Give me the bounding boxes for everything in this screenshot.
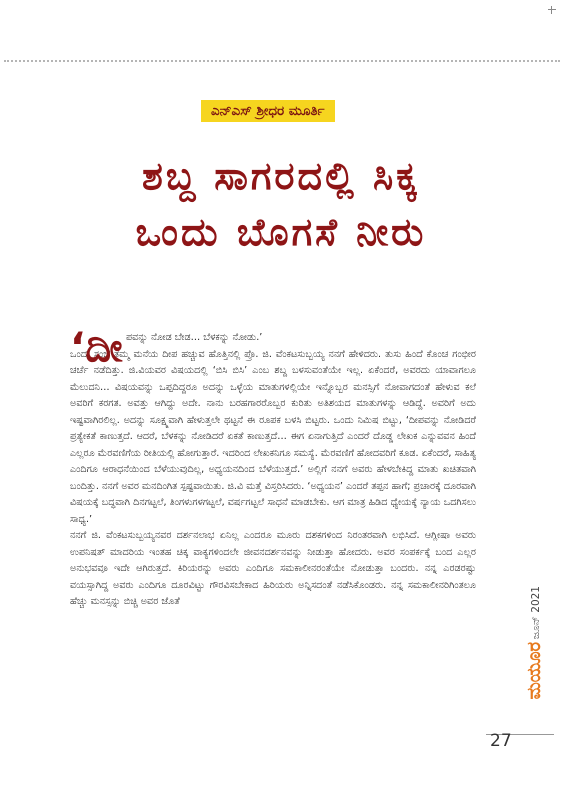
issue-date: ಜೂನ್ 2021 (530, 586, 542, 640)
author-name-tag: ಎನ್‌ಎಸ್‌ ಶ್ರೀಧರ ಮೂರ್ತಿ (201, 100, 335, 122)
article-body (70, 325, 477, 611)
page-number: 27 (490, 731, 512, 751)
top-dotted-rule (4, 60, 560, 62)
crop-mark-icon (548, 6, 556, 14)
drop-cap (70, 325, 123, 371)
opening-quote-block (70, 325, 476, 528)
magazine-name: ಮಯೂರ (524, 642, 545, 700)
drop-cap-letter: ದೀ (85, 325, 123, 371)
article-title-line-1: ಶಬ್ದ ಸಾಗರದಲ್ಲಿ ಸಿಕ್ಕ (142, 154, 420, 198)
paragraph-2: ನನಗೆ ಜಿ. ವೆಂಕಟಸುಬ್ಬಯ್ಯನವರ ದರ್ಶನಲಾಭ ಏನಿಲ್ಲ ಎಂದರೂ ಮೂರು ದಶಕಗಳಿಂದ ನಿರಂತರವಾಗಿ ಲಭಿಸಿದೆ. ಆಗ್ಲೀಷಾ ಅವರು ಉಪನಿಷತ್ ಮಾದರಿಯ ಇಂತಹ ಚಿಕ್ಕ ವಾಕ್ಯಗಳಿಂದಲೇ ಜೀವನದರ್ಶನವನ್ನು ನೀಡುತ್ತಾ ಹೋದರು. ಅವರ ಸಂಪರ್ಕಕ್ಕೆ ಬಂದ ಎಲ್ಲರ ಅನುಭವವೂ ಇದೇ ಆಗಿರುತ್ತದೆ. ಕಿರಿಯರನ್ನು ಅವರು ಎಂದಿಗೂ ಸಮಕಾಲೀನರಂತೆಯೇ ನೋಡುತ್ತಾ ಬಂದರು. ನನ್ನ ಎರಡರಷ್ಟು ವಯಸ್ಸಾಗಿದ್ದ ಅವರು ಎಂದಿಗೂ ದೂರವಿಟ್ಟು ಗೌರವಿಸಬೇಕಾದ ಹಿರಿಯರು ಅನ್ನಿಸದಂತೆ ನಡೆಸಿಕೊಂಡರು. ನನ್ನ ಸಮಕಾಲೀನರಿಗಿಂತಲೂ ಹೆಚ್ಚು ಮನಸ್ಸನ್ನು ಬಿಚ್ಚಿ ಅವರ ಜೊತೆ (70, 530, 477, 607)
opening-quote-text: ಪವನ್ನು ನೋಡ ಬೇಡ… ಬೆಳಕನ್ನು ನೋಡು.’ (126, 332, 263, 343)
article-title-line-2: ಒಂದು ಬೊಗಸೆ ನೀರು (135, 210, 427, 254)
paragraph-1 (70, 330, 476, 528)
drop-cap-quote-mark: ‘ (70, 325, 86, 371)
article-title (0, 148, 562, 260)
paragraph-1-text: ಒಂದು ಸಂಜೆ ತಮ್ಮ ಮನೆಯ ದೀಪ ಹಚ್ಚುವ ಹೊತ್ತಿನಲ್ಲಿ ಪ್ರೊ. ಜಿ. ವೆಂಕಟಸುಬ್ಬಯ್ಯ ನನಗೆ ಹೇಳಿದರು. ತುಸು ಹಿಂದೆ ಕೊಂಚ ಗಂಭೀರ ಚರ್ಚೆ ನಡೆದಿತ್ತು. ಜಿ.ವಿಯವರ ವಿಷಯದಲ್ಲಿ ‘ಬಿಸಿ ಬಿಸಿ’ ಎಂಬ ಶಬ್ದ ಬಳಸುವಂತೆಯೇ ಇಲ್ಲ. ಏಕೆಂದರೆ, ಅವರದು ಯಾವಾಗಲೂ ಮೆಲುದನಿ… ವಿಷಯವನ್ನು ಒಪ್ಪದಿದ್ದರೂ ಅದನ್ನು ಒಳ್ಳೆಯ ಮಾತುಗಳಲ್ಲಿಯೇ ಇನ್ನೊಬ್ಬರ ಮನಸ್ಸಿಗೆ ನೋವಾಗದಂತೆ ಹೇಳುವ ಕಲೆ ಅವರಿಗೆ ಕರಗತ. ಅವತ್ತು ಆಗಿದ್ದು ಅದೇ. ನಾನು ಬರಹಗಾರರೊಬ್ಬರ ಕುರಿತು ಅತಿಶಯದ ಮಾತುಗಳನ್ನು ಆಡಿದ್ದೆ. ಅವರಿಗೆ ಅದು ಇಷ್ಟವಾಗಿರಲಿಲ್ಲ. ಅದನ್ನು ಸೂಕ್ಷ್ಮವಾಗಿ ಹೇಳುತ್ತಲೇ ಥಟ್ಟನೆ ಈ ರೂಪಕ ಬಳಸಿ ಬಿಟ್ಟರು. ಒಂದು ನಿಮಿಷ ಬಿಟ್ಟು, ‘ದೀಪವನ್ನು ನೋಡಿದರೆ ಪ್ರತ್ಯೇಕತೆ ಕಾಣುತ್ತದೆ. ಆದರೆ, ಬೆಳಕನ್ನು ನೋಡಿದರೆ ಏಕತೆ ಕಾಣುತ್ತದೆ… ಈಗ ಏನಾಗುತ್ತಿದೆ ಎಂದರೆ ದೊಡ್ಡ ಲೇಖಕ ಎನ್ನುವವನ ಹಿಂದೆ ಎಲ್ಲರೂ ಮೆರವಣಿಗೆಯ ರೀತಿಯಲ್ಲಿ ಹೋಗುತ್ತಾರೆ. ಇದರಿಂದ ಲೇಖಕನಿಗೂ ಸಮಸ್ಯೆ. ಮೆರವಣಿಗೆ ಹೋದವರಿಗೆ ಕೂಡ. ಏಕೆಂದರೆ, ಸಾಹಿತ್ಯ ಎಂದಿಗೂ ಆರಾಧನೆಯಿಂದ ಬೆಳೆಯುವುದಿಲ್ಲ, ಅಧ್ಯಯನದಿಂದ ಬೆಳೆಯುತ್ತದೆ.’ ಅಲ್ಲಿಗೆ ನನಗೆ ಅವರು ಹೇಳಬೇಕಿದ್ದ ಮಾತು ಖಚಿತವಾಗಿ ಬಂದಿತ್ತು. ನನಗೆ ಅವರ ಮನದಿಂಗಿತ ಸ್ಪಷ್ಟವಾಯಿತು. ಜಿ.ವಿ ಮತ್ತೆ ವಿಸ್ತರಿಸಿದರು. ‘ಅಧ್ಯಯನ’ ಎಂದರೆ ತಪ್ಪನ ಹಾಗೆ; ಪ್ರಚಾರಕ್ಕೆ ದೂರವಾಗಿ ವಿಷಯಕ್ಕೆ ಬದ್ಧವಾಗಿ ದಿನಗಟ್ಟಲೆ, ತಿಂಗಳುಗಳಗಟ್ಟಲೆ, ವರ್ಷಗಟ್ಟಲೆ ಸಾಧನೆ ಮಾಡಬೇಕು. ಆಗ ಮಾತ್ರ ಹಿಡಿದ ಧ್ಯೇಯಕ್ಕೆ ನ್ಯಾಯ ಒದಗಿಸಲು ಸಾಧ್ಯ.’ (70, 348, 476, 525)
